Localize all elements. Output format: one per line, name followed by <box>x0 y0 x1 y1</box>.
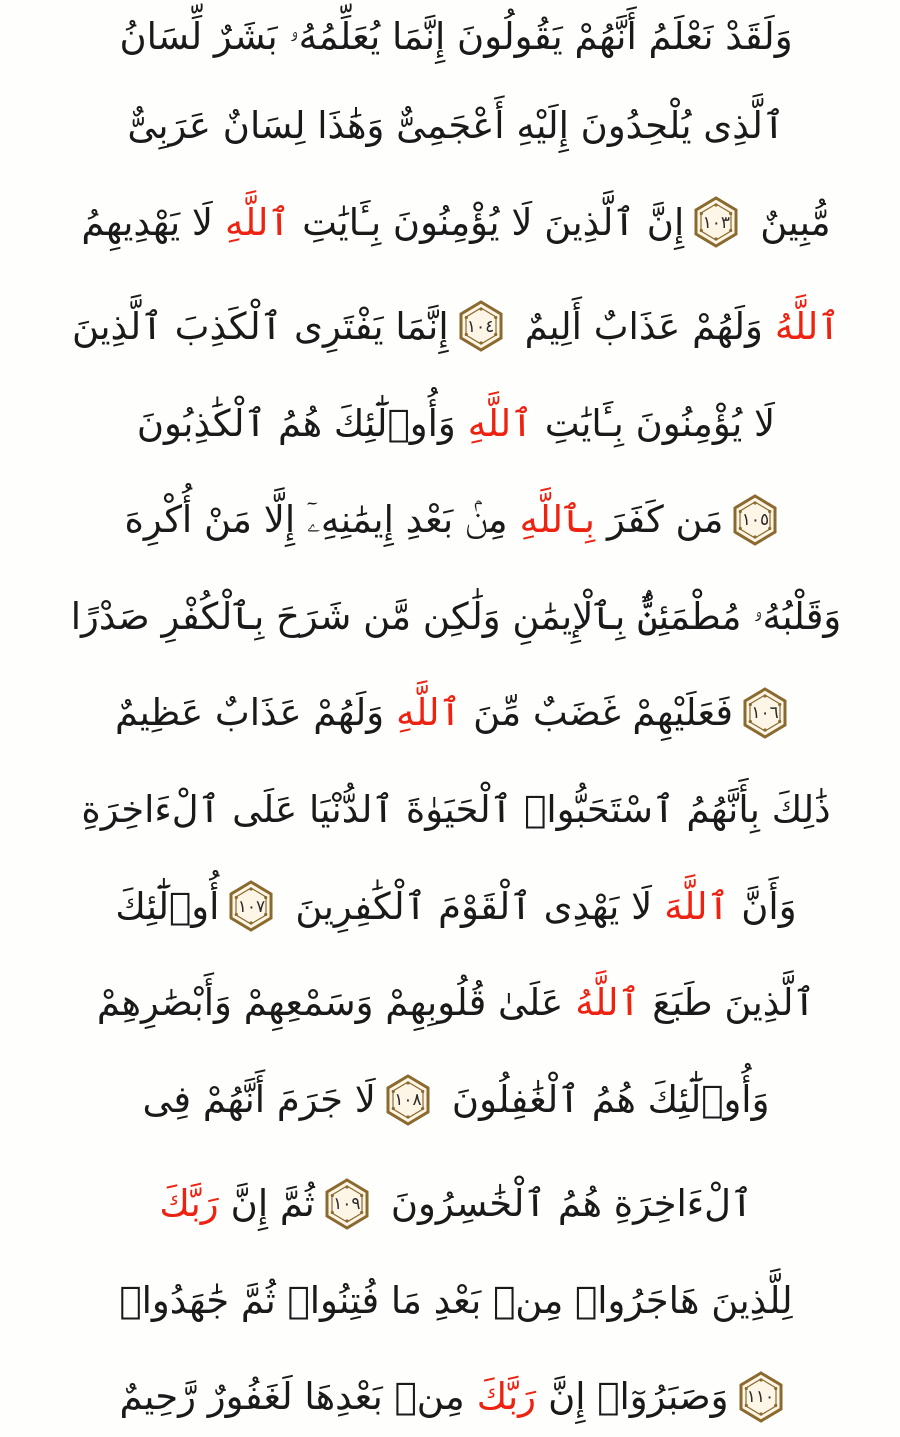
ayah-number-marker <box>735 1371 787 1423</box>
verse-text: مِنۢ بَعْدِهَا لَغَفُورٌ رَّحِيمٌ <box>119 1375 465 1419</box>
ayah-number-marker <box>729 494 781 546</box>
verse-text: لَا يَهْدِيهِمُ <box>81 200 214 244</box>
highlighted-word: رَبَّكَ <box>476 1375 537 1419</box>
ayah-number-text: ١٠٨ <box>394 1090 422 1111</box>
verse-text: عَلَىٰ قُلُوبِهِمْ وَسَمْعِهِمْ وَأَبْصَٰرِهِمْ <box>96 981 564 1025</box>
ayah-number-marker <box>225 880 277 932</box>
verse-text: لَا يَهْدِى ٱلْقَوْمَ ٱلْكَٰفِرِينَ <box>295 884 653 928</box>
quran-text-line <box>28 104 872 148</box>
highlighted-word: ٱللَّهِ <box>467 401 533 445</box>
ayah-number-text: ١٠٥ <box>741 510 770 531</box>
ayah-number-marker <box>382 1074 434 1126</box>
verse-text: ٱلَّذِينَ طَبَعَ <box>652 981 816 1025</box>
highlighted-word: بِٱللَّهِ <box>519 498 595 542</box>
ayah-number-marker <box>739 687 791 739</box>
quran-text-line <box>28 687 872 739</box>
verse-text: مُّبِينٌ <box>760 200 831 244</box>
verse-text: أُو۟لَٰٓئِكَ <box>115 884 220 928</box>
quran-text-line <box>28 1074 872 1126</box>
verse-text: لِلَّذِينَ هَاجَرُوا۟ مِنۢ بَعْدِ مَا فُتِنُوا۟ ثُمَّ جَٰهَدُوا۟ <box>119 1278 793 1322</box>
ayah-number-text: ١٠٣ <box>702 212 730 233</box>
ayah-number-text: ١٠٤ <box>466 316 495 337</box>
verse-text: مَن كَفَرَ <box>606 498 724 542</box>
verse-text: وَلَقَدْ نَعْلَمُ أَنَّهُمْ يَقُولُونَ إِنَّمَا يُعَلِّمُهُۥ بَشَرٌ لِّسَانُ <box>119 15 793 58</box>
quran-text-line <box>28 1371 872 1423</box>
verse-text: وَأَنَّ <box>741 884 797 928</box>
quran-text-line <box>28 594 872 638</box>
ayah-number-text: ١٠٧ <box>237 896 266 917</box>
verse-text: ٱلَّذِى يُلْحِدُونَ إِلَيْهِ أَعْجَمِىٌّ وَهَٰذَا لِسَانٌ عَرَبِىٌّ <box>127 104 785 148</box>
ayah-number-text: ١٠٩ <box>333 1194 361 1215</box>
verse-text: وَأُو۟لَٰٓئِكَ هُمُ ٱلْكَٰذِبُونَ <box>136 401 456 445</box>
verse-text: فَعَلَيْهِمْ غَضَبٌ مِّنَ <box>473 691 734 735</box>
quran-text-line <box>28 1178 872 1230</box>
verse-text: لَا جَرَمَ أَنَّهُمْ فِى <box>142 1078 376 1122</box>
quran-text-line <box>28 494 872 546</box>
highlighted-word: ٱللَّهِ <box>396 691 462 735</box>
verse-text: وَلَهُمْ عَذَابٌ أَلِيمٌ <box>524 304 763 348</box>
highlighted-word: ٱللَّهَ <box>664 884 730 928</box>
verse-text: ثُمَّ إِنَّ <box>230 1182 315 1226</box>
quran-text-line <box>28 1278 872 1322</box>
quran-text-line <box>28 196 872 248</box>
ayah-number-marker <box>321 1178 373 1230</box>
highlighted-word: ٱللَّهُ <box>575 981 641 1025</box>
verse-text: وَلَهُمْ عَذَابٌ عَظِيمٌ <box>114 691 385 735</box>
quran-text-line <box>28 788 872 832</box>
verse-text: وَقَلْبُهُۥ مُطْمَئِنٌّۢ بِٱلْإِيمَٰنِ وَلَٰكِن مَّن شَرَحَ بِٱلْكُفْرِ صَدْرًا <box>70 594 842 638</box>
quran-text-line <box>28 981 872 1025</box>
verse-text: ٱلْءَاخِرَةِ هُمُ ٱلْخَٰسِرُونَ <box>390 1182 753 1226</box>
quran-text-line <box>28 880 872 932</box>
highlighted-word: ٱللَّهُ <box>774 304 840 348</box>
quran-text-line <box>28 401 872 445</box>
highlighted-word: ٱللَّهِ <box>225 200 291 244</box>
verse-text: إِنَّمَا يَفْتَرِى ٱلْكَذِبَ ٱلَّذِينَ <box>72 304 449 348</box>
ayah-number-marker <box>690 196 742 248</box>
quran-text-line <box>28 15 872 58</box>
verse-text: مِنۢ بَعْدِ إِيمَٰنِهِۦٓ إِلَّا مَنْ أُكْرِهَ <box>124 498 508 542</box>
verse-text: إِنَّ ٱلَّذِينَ لَا يُؤْمِنُونَ بِـَٔايَٰتِ <box>302 200 685 244</box>
quran-text-line <box>28 300 872 352</box>
ayah-number-text: ١١٠ <box>746 1387 775 1408</box>
verse-text: لَا يُؤْمِنُونَ بِـَٔايَٰتِ <box>544 401 776 445</box>
verse-text: وَأُو۟لَٰٓئِكَ هُمُ ٱلْغَٰفِلُونَ <box>451 1078 770 1122</box>
highlighted-word: رَبَّكَ <box>159 1182 219 1226</box>
ayah-number-text: ١٠٦ <box>751 703 779 724</box>
verse-text: وَصَبَرُوٓا۟ إِنَّ <box>548 1375 729 1419</box>
ayah-number-marker <box>455 300 507 352</box>
verse-text: ذَٰلِكَ بِأَنَّهُمُ ٱسْتَحَبُّوا۟ ٱلْحَيَوٰةَ ٱلدُّنْيَا عَلَى ٱلْءَاخِرَةِ <box>81 788 831 832</box>
